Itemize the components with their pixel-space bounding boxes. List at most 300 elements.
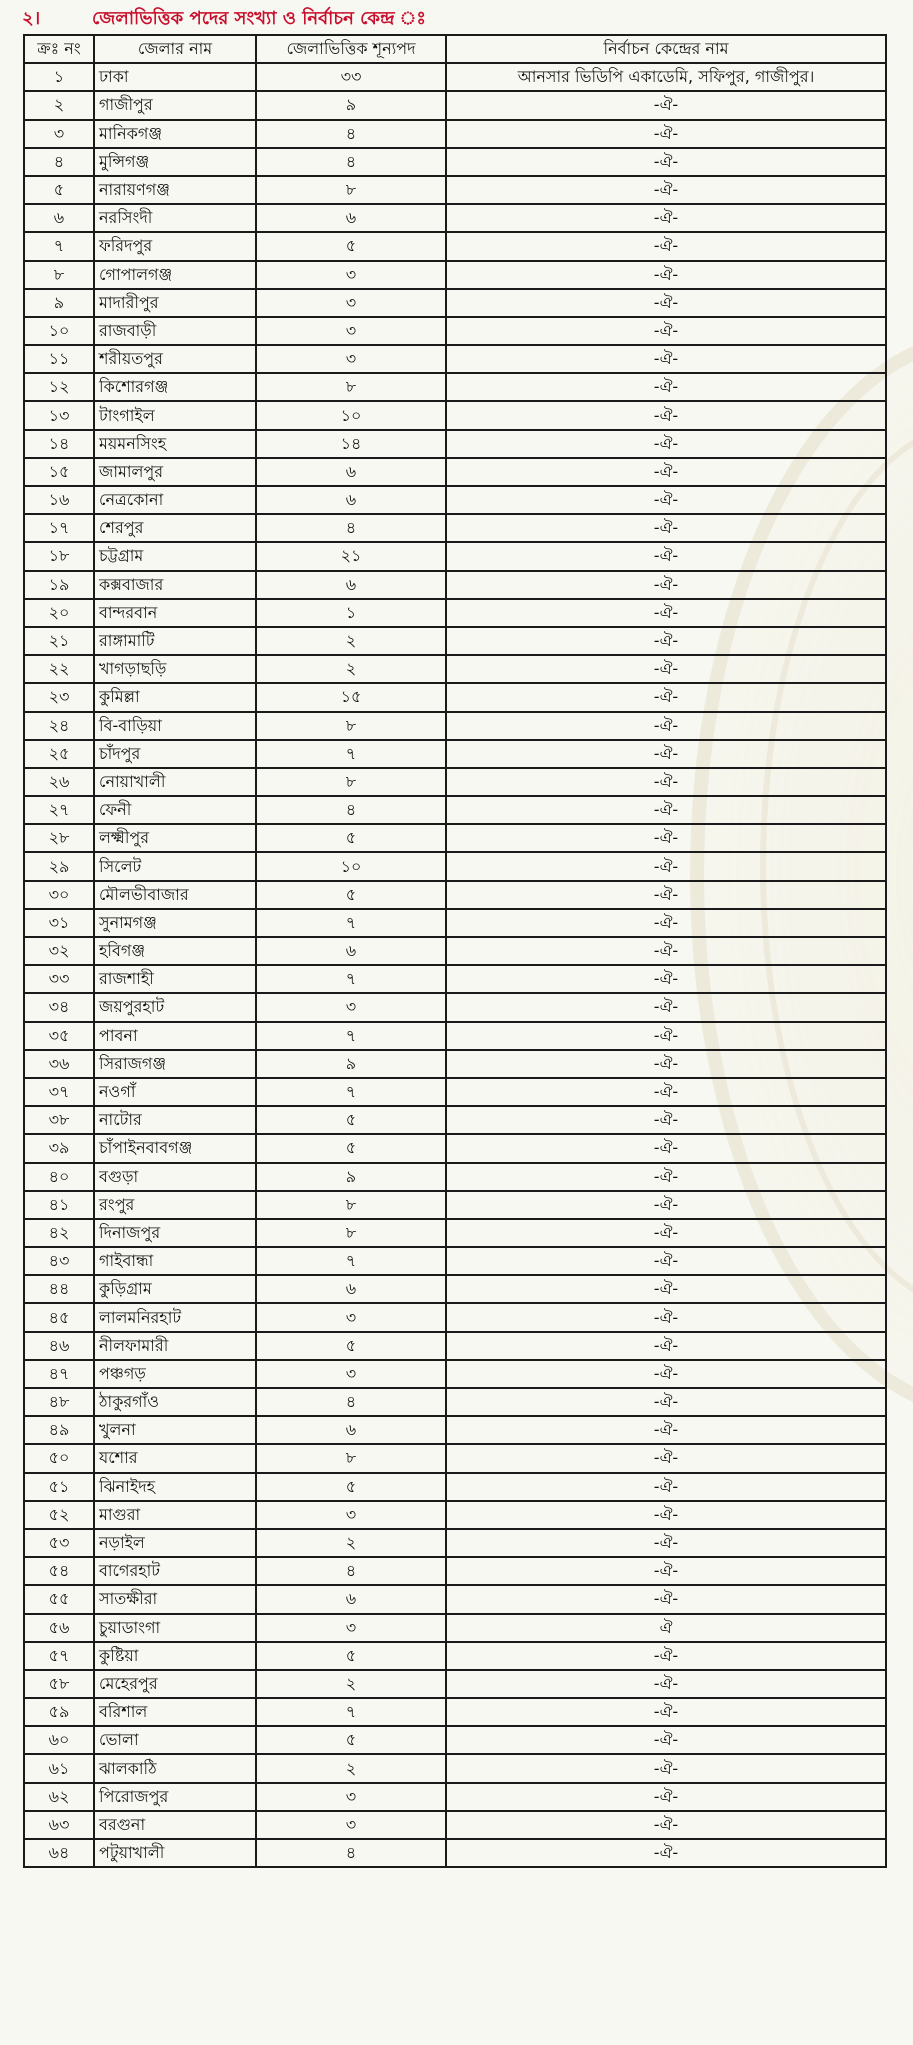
header-center: নির্বাচন কেন্দ্রের নাম: [446, 35, 886, 63]
center-cell: -ঐ-: [446, 683, 886, 711]
district-cell: জামালপুর: [94, 458, 256, 486]
posts-cell: ৩: [256, 1614, 446, 1642]
district-cell: ময়মনসিংহ: [94, 430, 256, 458]
table-row: [24, 63, 886, 91]
district-cell: বগুড়া: [94, 1163, 256, 1191]
table-row: [24, 1670, 886, 1698]
district-cell: বান্দরবান: [94, 599, 256, 627]
center-cell: -ঐ-: [446, 1501, 886, 1529]
district-cell: গাজীপুর: [94, 91, 256, 119]
serial-cell: ৩০: [24, 881, 94, 909]
table-row: [24, 965, 886, 993]
posts-cell: ৪: [256, 1388, 446, 1416]
center-cell: -ঐ-: [446, 317, 886, 345]
serial-cell: ৮: [24, 261, 94, 289]
posts-cell: ১: [256, 599, 446, 627]
serial-cell: ১২: [24, 373, 94, 401]
posts-cell: ৭: [256, 1022, 446, 1050]
posts-cell: ৪: [256, 514, 446, 542]
table-row: [24, 261, 886, 289]
district-cell: জয়পুরহাট: [94, 993, 256, 1021]
table-row: [24, 1642, 886, 1670]
center-cell: -ঐ-: [446, 232, 886, 260]
center-cell: -ঐ-: [446, 430, 886, 458]
serial-cell: ১: [24, 63, 94, 91]
serial-cell: ৬৩: [24, 1811, 94, 1839]
table-row: [24, 740, 886, 768]
district-cell: গাইবান্ধা: [94, 1247, 256, 1275]
posts-cell: ৮: [256, 373, 446, 401]
table-row: [24, 599, 886, 627]
center-cell: -ঐ-: [446, 1839, 886, 1867]
table-row: [24, 1698, 886, 1726]
table-row: [24, 937, 886, 965]
posts-cell: ৩৩: [256, 63, 446, 91]
posts-cell: ২: [256, 655, 446, 683]
table-row: [24, 768, 886, 796]
district-cell: বি-বাড়িয়া: [94, 712, 256, 740]
center-cell: -ঐ-: [446, 1191, 886, 1219]
table-row: [24, 1416, 886, 1444]
table-row: [24, 909, 886, 937]
posts-cell: ৫: [256, 1332, 446, 1360]
center-cell: -ঐ-: [446, 937, 886, 965]
center-cell: -ঐ-: [446, 204, 886, 232]
posts-cell: ৫: [256, 232, 446, 260]
district-cell: খাগড়াছড়ি: [94, 655, 256, 683]
table-row: [24, 1839, 886, 1867]
table-row: [24, 1388, 886, 1416]
center-cell: -ঐ-: [446, 1698, 886, 1726]
serial-cell: ৬: [24, 204, 94, 232]
center-cell: -ঐ-: [446, 1163, 886, 1191]
center-cell: -ঐ-: [446, 655, 886, 683]
posts-cell: ৯: [256, 1050, 446, 1078]
district-cell: ফেনী: [94, 796, 256, 824]
center-cell: -ঐ-: [446, 345, 886, 373]
district-cell: মুন্সিগঞ্জ: [94, 148, 256, 176]
center-cell: -ঐ-: [446, 1670, 886, 1698]
district-cell: লক্ষ্মীপুর: [94, 824, 256, 852]
district-cell: কিশোরগঞ্জ: [94, 373, 256, 401]
district-cell: শেরপুর: [94, 514, 256, 542]
center-cell: -ঐ-: [446, 768, 886, 796]
table-row: [24, 712, 886, 740]
serial-cell: ১৩: [24, 401, 94, 429]
serial-cell: ৪৪: [24, 1275, 94, 1303]
posts-cell: ৭: [256, 965, 446, 993]
table-row: [24, 1360, 886, 1388]
serial-cell: ২৬: [24, 768, 94, 796]
serial-cell: ২০: [24, 599, 94, 627]
posts-cell: ৬: [256, 486, 446, 514]
table-row: [24, 542, 886, 570]
posts-cell: ৬: [256, 1275, 446, 1303]
header-posts: জেলাভিত্তিক শূন্যপদ: [256, 35, 446, 63]
district-cell: যশোর: [94, 1444, 256, 1472]
table-row: [24, 1022, 886, 1050]
serial-cell: ৫০: [24, 1444, 94, 1472]
section-title: জেলাভিত্তিক পদের সংখ্যা ও নির্বাচন কেন্দ্র ঃ: [92, 8, 426, 29]
posts-cell: ১০: [256, 401, 446, 429]
posts-cell: ৭: [256, 1698, 446, 1726]
center-cell: -ঐ-: [446, 1275, 886, 1303]
posts-cell: ৫: [256, 1106, 446, 1134]
posts-cell: ৮: [256, 768, 446, 796]
center-cell: -ঐ-: [446, 261, 886, 289]
serial-cell: ৫৫: [24, 1585, 94, 1613]
center-cell: -ঐ-: [446, 796, 886, 824]
table-row: [24, 345, 886, 373]
table-row: [24, 176, 886, 204]
serial-cell: ৪: [24, 148, 94, 176]
table-row: [24, 91, 886, 119]
center-cell: -ঐ-: [446, 1783, 886, 1811]
table-body: [24, 63, 886, 1867]
serial-cell: ৫৭: [24, 1642, 94, 1670]
table-row: [24, 1163, 886, 1191]
serial-cell: ৫১: [24, 1473, 94, 1501]
district-cell: চাঁপাইনবাবগঞ্জ: [94, 1134, 256, 1162]
table-row: [24, 1303, 886, 1331]
district-cell: ঢাকা: [94, 63, 256, 91]
posts-cell: ৬: [256, 937, 446, 965]
table-row: [24, 655, 886, 683]
center-cell: -ঐ-: [446, 1106, 886, 1134]
center-cell: -ঐ-: [446, 599, 886, 627]
table-row: [24, 1134, 886, 1162]
serial-cell: ৫৮: [24, 1670, 94, 1698]
district-cell: টাংগাইল: [94, 401, 256, 429]
serial-cell: ৩৭: [24, 1078, 94, 1106]
table-row: [24, 1614, 886, 1642]
district-cell: খুলনা: [94, 1416, 256, 1444]
center-cell: -ঐ-: [446, 1332, 886, 1360]
center-cell: -ঐ-: [446, 852, 886, 880]
serial-cell: ৩৬: [24, 1050, 94, 1078]
serial-cell: ৬২: [24, 1783, 94, 1811]
table-row: [24, 993, 886, 1021]
center-cell: -ঐ-: [446, 176, 886, 204]
table-row: [24, 1529, 886, 1557]
table-row: [24, 683, 886, 711]
center-cell: -ঐ-: [446, 571, 886, 599]
serial-cell: ৫৩: [24, 1529, 94, 1557]
center-cell: -ঐ-: [446, 486, 886, 514]
district-cell: রাজবাড়ী: [94, 317, 256, 345]
serial-cell: ৪৮: [24, 1388, 94, 1416]
table-row: [24, 289, 886, 317]
posts-cell: ৬: [256, 571, 446, 599]
district-cell: নড়াইল: [94, 1529, 256, 1557]
district-cell: নোয়াখালী: [94, 768, 256, 796]
center-cell: -ঐ-: [446, 1247, 886, 1275]
district-cell: চুয়াডাংগা: [94, 1614, 256, 1642]
serial-cell: ২১: [24, 627, 94, 655]
table-header-row: [24, 35, 886, 63]
posts-cell: ৩: [256, 1501, 446, 1529]
posts-cell: ৪: [256, 120, 446, 148]
center-cell: -ঐ-: [446, 1585, 886, 1613]
center-cell: -ঐ-: [446, 458, 886, 486]
table-row: [24, 1106, 886, 1134]
serial-cell: ৫৪: [24, 1557, 94, 1585]
posts-cell: ২: [256, 1754, 446, 1782]
table-row: [24, 881, 886, 909]
center-cell: -ঐ-: [446, 1303, 886, 1331]
posts-cell: ৪: [256, 1557, 446, 1585]
district-cell: চাঁদপুর: [94, 740, 256, 768]
table-row: [24, 1811, 886, 1839]
district-cell: মানিকগঞ্জ: [94, 120, 256, 148]
center-cell: -ঐ-: [446, 1134, 886, 1162]
serial-cell: ৬০: [24, 1726, 94, 1754]
table-row: [24, 486, 886, 514]
table-row: [24, 1275, 886, 1303]
posts-cell: ৮: [256, 176, 446, 204]
district-cell: সাতক্ষীরা: [94, 1585, 256, 1613]
table-row: [24, 1501, 886, 1529]
serial-cell: ৯: [24, 289, 94, 317]
serial-cell: ৭: [24, 232, 94, 260]
posts-cell: ৬: [256, 204, 446, 232]
posts-cell: ৫: [256, 1726, 446, 1754]
posts-cell: ৪: [256, 148, 446, 176]
serial-cell: ৫৯: [24, 1698, 94, 1726]
table-row: [24, 1754, 886, 1782]
center-cell: -ঐ-: [446, 1219, 886, 1247]
posts-cell: ৩: [256, 289, 446, 317]
posts-cell: ৫: [256, 1642, 446, 1670]
center-cell: -ঐ-: [446, 120, 886, 148]
center-cell: -ঐ-: [446, 514, 886, 542]
district-cell: মাদারীপুর: [94, 289, 256, 317]
center-cell: -ঐ-: [446, 965, 886, 993]
district-cell: রংপুর: [94, 1191, 256, 1219]
center-cell: -ঐ-: [446, 289, 886, 317]
posts-cell: ৩: [256, 1303, 446, 1331]
table-row: [24, 1332, 886, 1360]
posts-cell: ১৪: [256, 430, 446, 458]
district-cell: নাটোর: [94, 1106, 256, 1134]
table-row: [24, 373, 886, 401]
center-cell: আনসার ভিডিপি একাডেমি, সফিপুর, গাজীপুর।: [446, 63, 886, 91]
table-row: [24, 317, 886, 345]
table-row: [24, 1247, 886, 1275]
serial-cell: ১৮: [24, 542, 94, 570]
district-cell: বরগুনা: [94, 1811, 256, 1839]
serial-cell: ২২: [24, 655, 94, 683]
district-cell: শরীয়তপুর: [94, 345, 256, 373]
table-row: [24, 120, 886, 148]
serial-cell: ৫২: [24, 1501, 94, 1529]
serial-cell: ৩৯: [24, 1134, 94, 1162]
posts-cell: ২: [256, 627, 446, 655]
posts-cell: ৮: [256, 1444, 446, 1472]
serial-cell: ১০: [24, 317, 94, 345]
table-row: [24, 1078, 886, 1106]
posts-cell: ৩: [256, 317, 446, 345]
serial-cell: ৩১: [24, 909, 94, 937]
serial-cell: ২: [24, 91, 94, 119]
district-cell: নারায়ণগঞ্জ: [94, 176, 256, 204]
district-cell: কক্সবাজার: [94, 571, 256, 599]
serial-cell: ৫: [24, 176, 94, 204]
posts-cell: ৫: [256, 1134, 446, 1162]
posts-cell: ২: [256, 1529, 446, 1557]
center-cell: -ঐ-: [446, 1811, 886, 1839]
serial-cell: ৩২: [24, 937, 94, 965]
district-cell: ফরিদপুর: [94, 232, 256, 260]
serial-cell: ৪৫: [24, 1303, 94, 1331]
serial-cell: ২৮: [24, 824, 94, 852]
center-cell: -ঐ-: [446, 373, 886, 401]
center-cell: -ঐ-: [446, 401, 886, 429]
posts-cell: ৩: [256, 1811, 446, 1839]
center-cell: -ঐ-: [446, 824, 886, 852]
district-cell: রাজশাহী: [94, 965, 256, 993]
district-cell: গোপালগঞ্জ: [94, 261, 256, 289]
center-cell: -ঐ-: [446, 627, 886, 655]
posts-cell: ৬: [256, 1416, 446, 1444]
table-row: [24, 1783, 886, 1811]
district-cell: সিরাজগঞ্জ: [94, 1050, 256, 1078]
serial-cell: ৩৪: [24, 993, 94, 1021]
district-cell: পটুয়াখালী: [94, 1839, 256, 1867]
header-serial: ক্রঃ নং: [24, 35, 94, 63]
table-row: [24, 571, 886, 599]
center-cell: -ঐ-: [446, 91, 886, 119]
center-cell: -ঐ-: [446, 1726, 886, 1754]
posts-cell: ৮: [256, 712, 446, 740]
serial-cell: ৩: [24, 120, 94, 148]
serial-cell: ১১: [24, 345, 94, 373]
posts-cell: ৮: [256, 1219, 446, 1247]
posts-cell: ৭: [256, 740, 446, 768]
serial-cell: ৪১: [24, 1191, 94, 1219]
serial-cell: ২৪: [24, 712, 94, 740]
serial-cell: ১৭: [24, 514, 94, 542]
posts-cell: ৯: [256, 91, 446, 119]
district-cell: মাগুরা: [94, 1501, 256, 1529]
header-district: জেলার নাম: [94, 35, 256, 63]
serial-cell: ২৫: [24, 740, 94, 768]
posts-cell: ২: [256, 1670, 446, 1698]
serial-cell: ৪২: [24, 1219, 94, 1247]
center-cell: ঐ: [446, 1614, 886, 1642]
center-cell: -ঐ-: [446, 909, 886, 937]
district-cell: ঠাকুরগাঁও: [94, 1388, 256, 1416]
posts-cell: ৩: [256, 345, 446, 373]
center-cell: -ঐ-: [446, 148, 886, 176]
serial-cell: ২৩: [24, 683, 94, 711]
table-row: [24, 1557, 886, 1585]
serial-cell: ১৯: [24, 571, 94, 599]
district-cell: ঝিনাইদহ: [94, 1473, 256, 1501]
table-row: [24, 852, 886, 880]
district-cell: লালমনিরহাট: [94, 1303, 256, 1331]
district-cell: সিলেট: [94, 852, 256, 880]
district-cell: পাবনা: [94, 1022, 256, 1050]
serial-cell: ১৬: [24, 486, 94, 514]
serial-cell: ৫৬: [24, 1614, 94, 1642]
district-cell: মৌলভীবাজার: [94, 881, 256, 909]
district-posts-table: [23, 34, 887, 1868]
center-cell: -ঐ-: [446, 1360, 886, 1388]
serial-cell: ৪০: [24, 1163, 94, 1191]
table-row: [24, 204, 886, 232]
center-cell: -ঐ-: [446, 1416, 886, 1444]
posts-cell: ৮: [256, 1191, 446, 1219]
district-cell: কুড়িগ্রাম: [94, 1275, 256, 1303]
center-cell: -ঐ-: [446, 1078, 886, 1106]
table-row: [24, 430, 886, 458]
section-heading: [22, 4, 426, 34]
table-row: [24, 1191, 886, 1219]
table-row: [24, 627, 886, 655]
posts-cell: ৪: [256, 796, 446, 824]
district-cell: চট্টগ্রাম: [94, 542, 256, 570]
posts-cell: ৫: [256, 1473, 446, 1501]
posts-cell: ৫: [256, 824, 446, 852]
district-cell: মেহেরপুর: [94, 1670, 256, 1698]
posts-cell: ৯: [256, 1163, 446, 1191]
table-row: [24, 232, 886, 260]
district-cell: রাঙ্গামাটি: [94, 627, 256, 655]
posts-cell: ৩: [256, 261, 446, 289]
center-cell: -ঐ-: [446, 1050, 886, 1078]
posts-cell: ১০: [256, 852, 446, 880]
center-cell: -ঐ-: [446, 993, 886, 1021]
center-cell: -ঐ-: [446, 1754, 886, 1782]
serial-cell: ৬১: [24, 1754, 94, 1782]
center-cell: -ঐ-: [446, 1557, 886, 1585]
district-cell: কুমিল্লা: [94, 683, 256, 711]
district-cell: সুনামগঞ্জ: [94, 909, 256, 937]
serial-cell: ২৯: [24, 852, 94, 880]
serial-cell: ১৪: [24, 430, 94, 458]
district-cell: দিনাজপুর: [94, 1219, 256, 1247]
district-cell: পঞ্চগড়: [94, 1360, 256, 1388]
posts-cell: ৬: [256, 458, 446, 486]
district-cell: পিরোজপুর: [94, 1783, 256, 1811]
serial-cell: ৩৫: [24, 1022, 94, 1050]
center-cell: -ঐ-: [446, 1388, 886, 1416]
district-cell: ভোলা: [94, 1726, 256, 1754]
table-row: [24, 1444, 886, 1472]
district-cell: নরসিংদী: [94, 204, 256, 232]
section-number: ২।: [22, 8, 41, 29]
center-cell: -ঐ-: [446, 542, 886, 570]
posts-cell: ৩: [256, 993, 446, 1021]
center-cell: -ঐ-: [446, 1529, 886, 1557]
serial-cell: ৪৩: [24, 1247, 94, 1275]
posts-cell: ২১: [256, 542, 446, 570]
table-row: [24, 458, 886, 486]
district-cell: বাগেরহাট: [94, 1557, 256, 1585]
district-cell: কুষ্টিয়া: [94, 1642, 256, 1670]
table-row: [24, 1585, 886, 1613]
center-cell: -ঐ-: [446, 881, 886, 909]
posts-cell: ৭: [256, 1078, 446, 1106]
posts-cell: ৭: [256, 909, 446, 937]
serial-cell: ৪৯: [24, 1416, 94, 1444]
serial-cell: ৪৭: [24, 1360, 94, 1388]
table-row: [24, 401, 886, 429]
serial-cell: ২৭: [24, 796, 94, 824]
posts-cell: ৫: [256, 881, 446, 909]
serial-cell: ৪৬: [24, 1332, 94, 1360]
